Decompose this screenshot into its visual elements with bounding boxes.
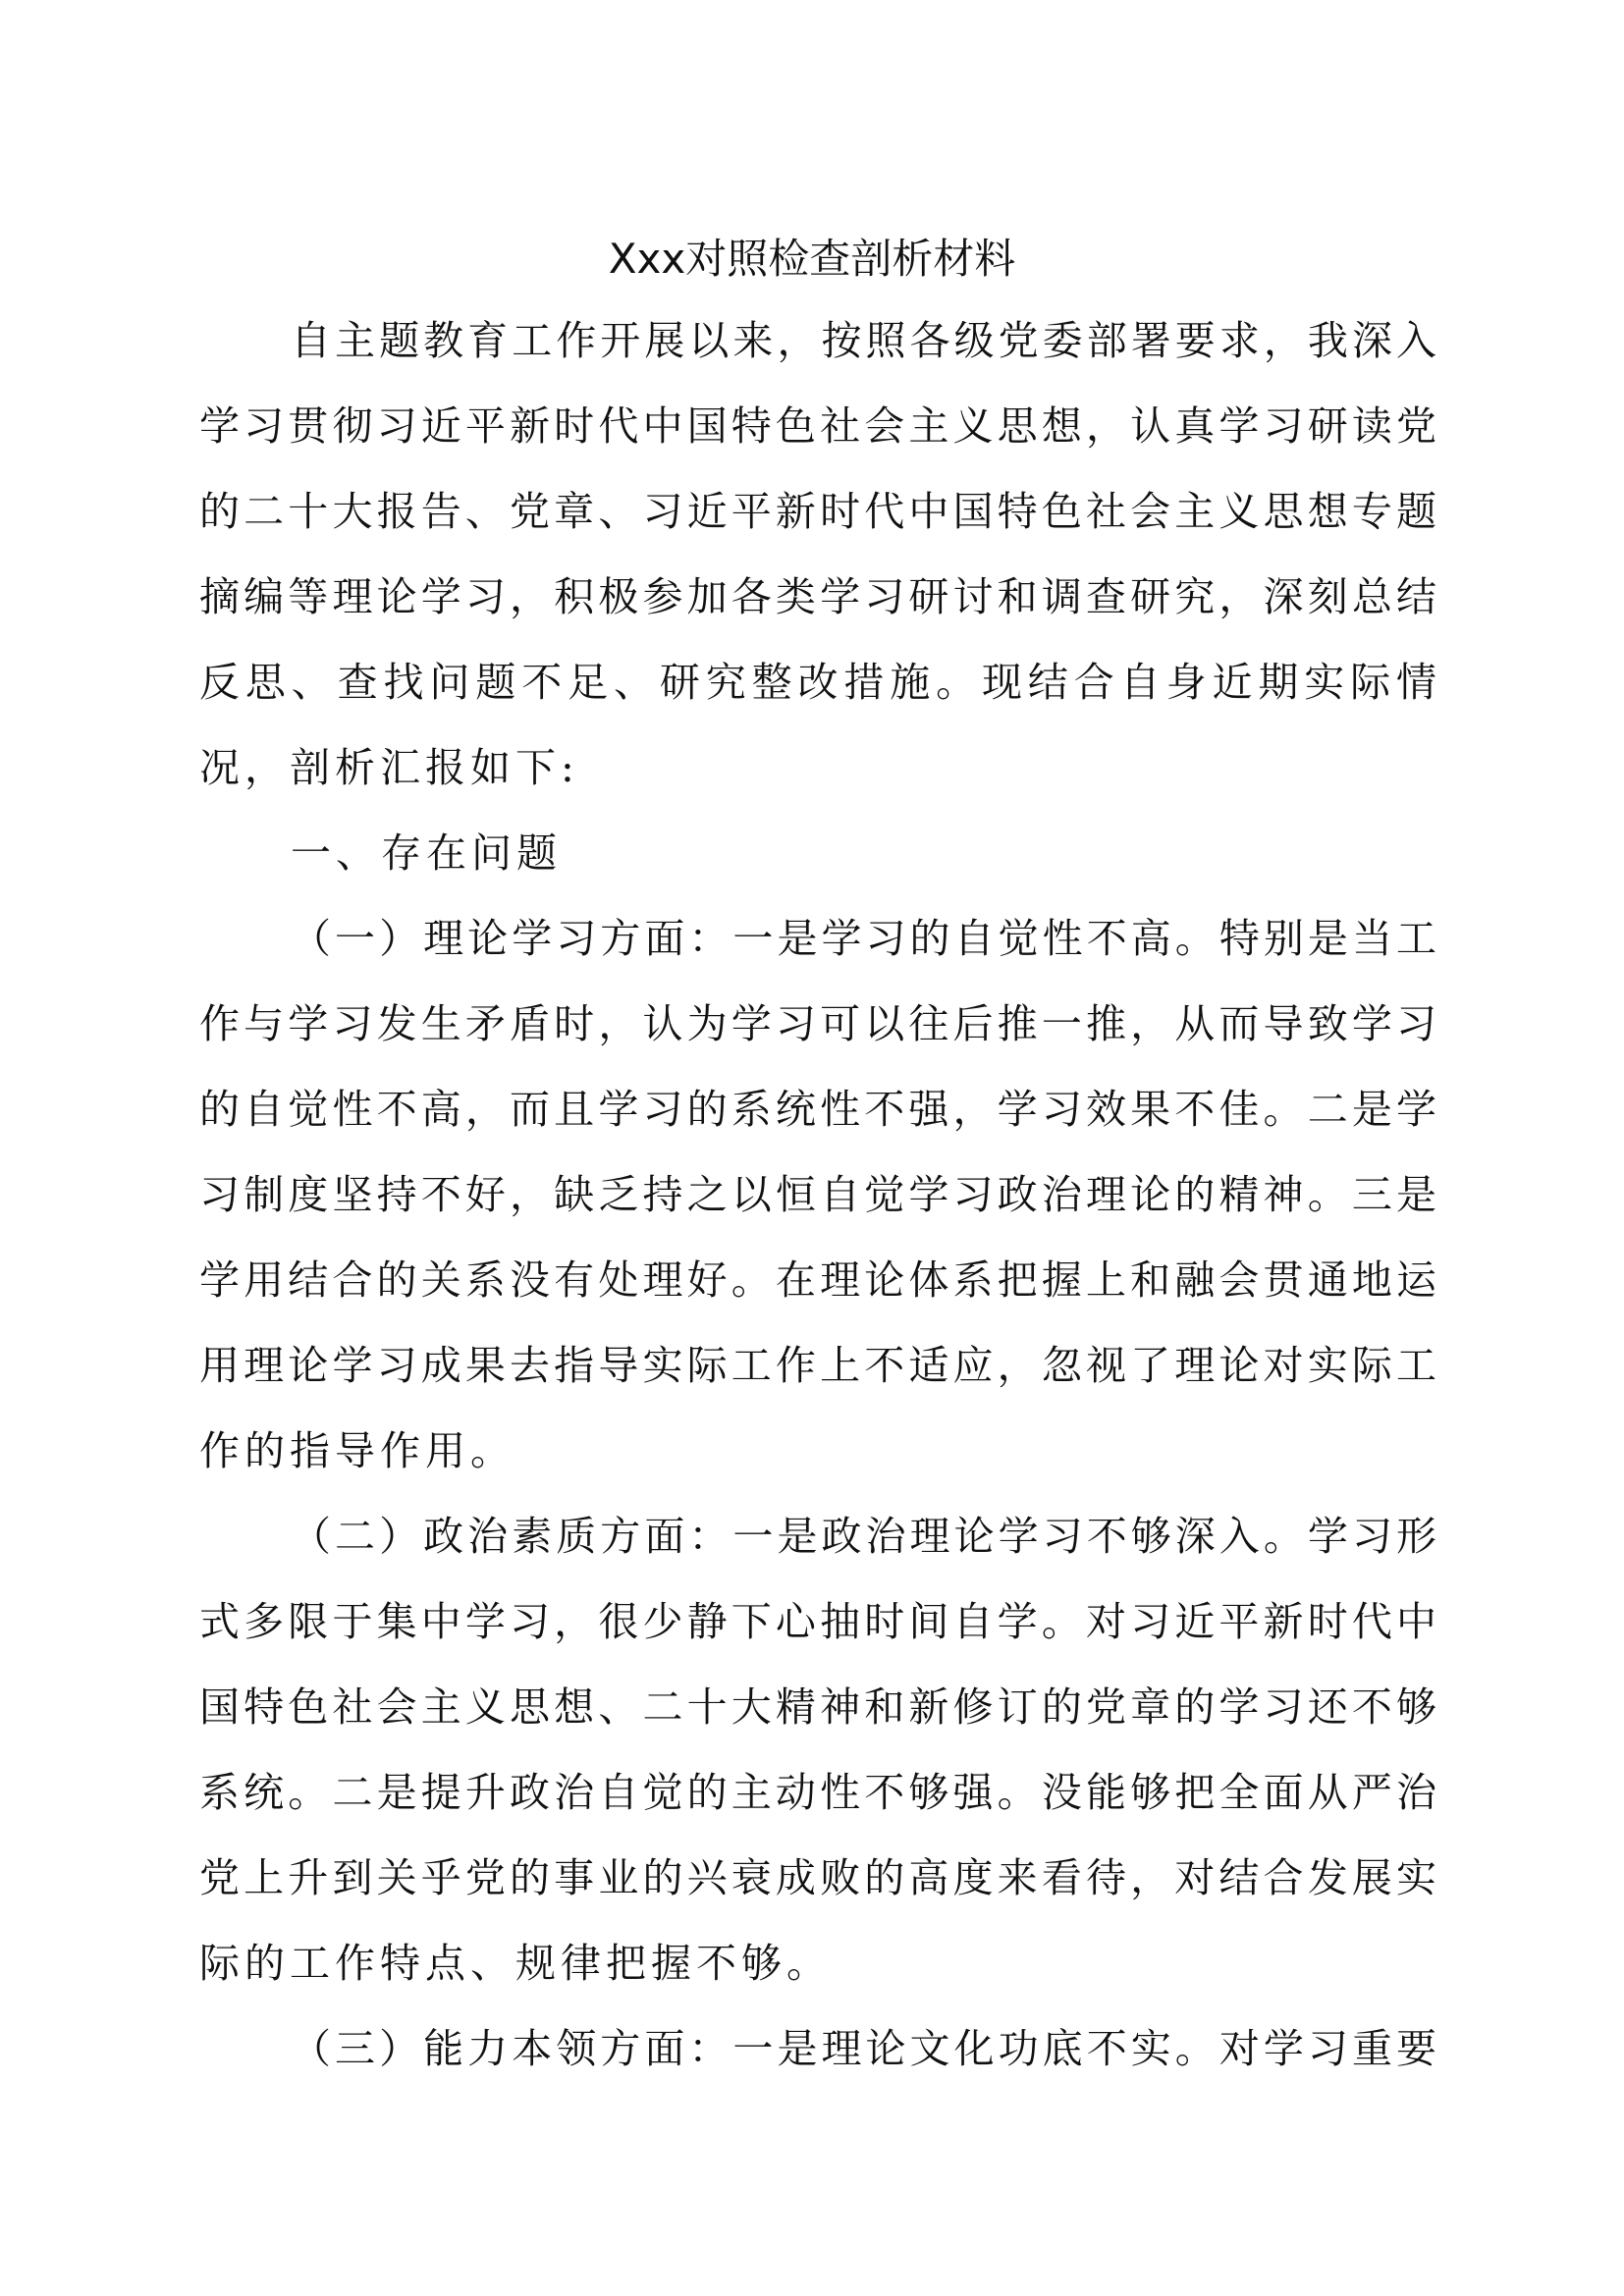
paragraph-line: 学用结合的关系没有处理好。在理论体系把握上和融会贯通地运 (199, 1256, 1436, 1304)
paragraph-line: 国特色社会主义思想、二十大精神和新修订的党章的学习还不够 (199, 1683, 1436, 1731)
document-title: Xxx对照检查剖析材料 (608, 235, 1016, 283)
document-body (199, 298, 1436, 2092)
paragraph-line: 用理论学习成果去指导实际工作上不适应，忽视了理论对实际工 (199, 1342, 1436, 1389)
paragraph-line: 的二十大报告、党章、习近平新时代中国特色社会主义思想专题 (199, 488, 1436, 535)
paragraph-line: （一）理论学习方面：一是学习的自觉性不高。特别是当工 (291, 915, 1436, 962)
paragraph-line: （二）政治素质方面：一是政治理论学习不够深入。学习形 (291, 1513, 1436, 1560)
paragraph-line: （三）能力本领方面：一是理论文化功底不实。对学习重要 (291, 2025, 1436, 2072)
paragraph-line: 作的指导作用。 (199, 1427, 515, 1474)
paragraph-line: 习制度坚持不好，缺乏持之以恒自觉学习政治理论的精神。三是 (199, 1171, 1436, 1218)
paragraph-line: 际的工作特点、规律把握不够。 (199, 1940, 832, 1987)
paragraph-line: 式多限于集中学习，很少静下心抽时间自学。对习近平新时代中 (199, 1598, 1436, 1645)
paragraph-line: 系统。二是提升政治自觉的主动性不够强。没能够把全面从严治 (199, 1769, 1436, 1816)
paragraph-line: 党上升到关乎党的事业的兴衰成败的高度来看待，对结合发展实 (199, 1854, 1436, 1901)
paragraph-line: 自主题教育工作开展以来，按照各级党委部署要求，我深入 (291, 317, 1436, 364)
paragraph-line: 一、存在问题 (291, 829, 562, 877)
paragraph-line: 反思、查找问题不足、研究整改措施。现结合自身近期实际情 (199, 659, 1436, 706)
paragraph-line: 的自觉性不高，而且学习的系统性不强，学习效果不佳。二是学 (199, 1086, 1436, 1133)
paragraph-line: 作与学习发生矛盾时，认为学习可以往后推一推，从而导致学习 (199, 1000, 1436, 1047)
paragraph-line: 况，剖析汇报如下: (199, 744, 579, 791)
paragraph-line: 摘编等理论学习，积极参加各类学习研讨和调查研究，深刻总结 (199, 573, 1436, 620)
paragraph-line: 学习贯彻习近平新时代中国特色社会主义思想，认真学习研读党 (199, 402, 1436, 450)
